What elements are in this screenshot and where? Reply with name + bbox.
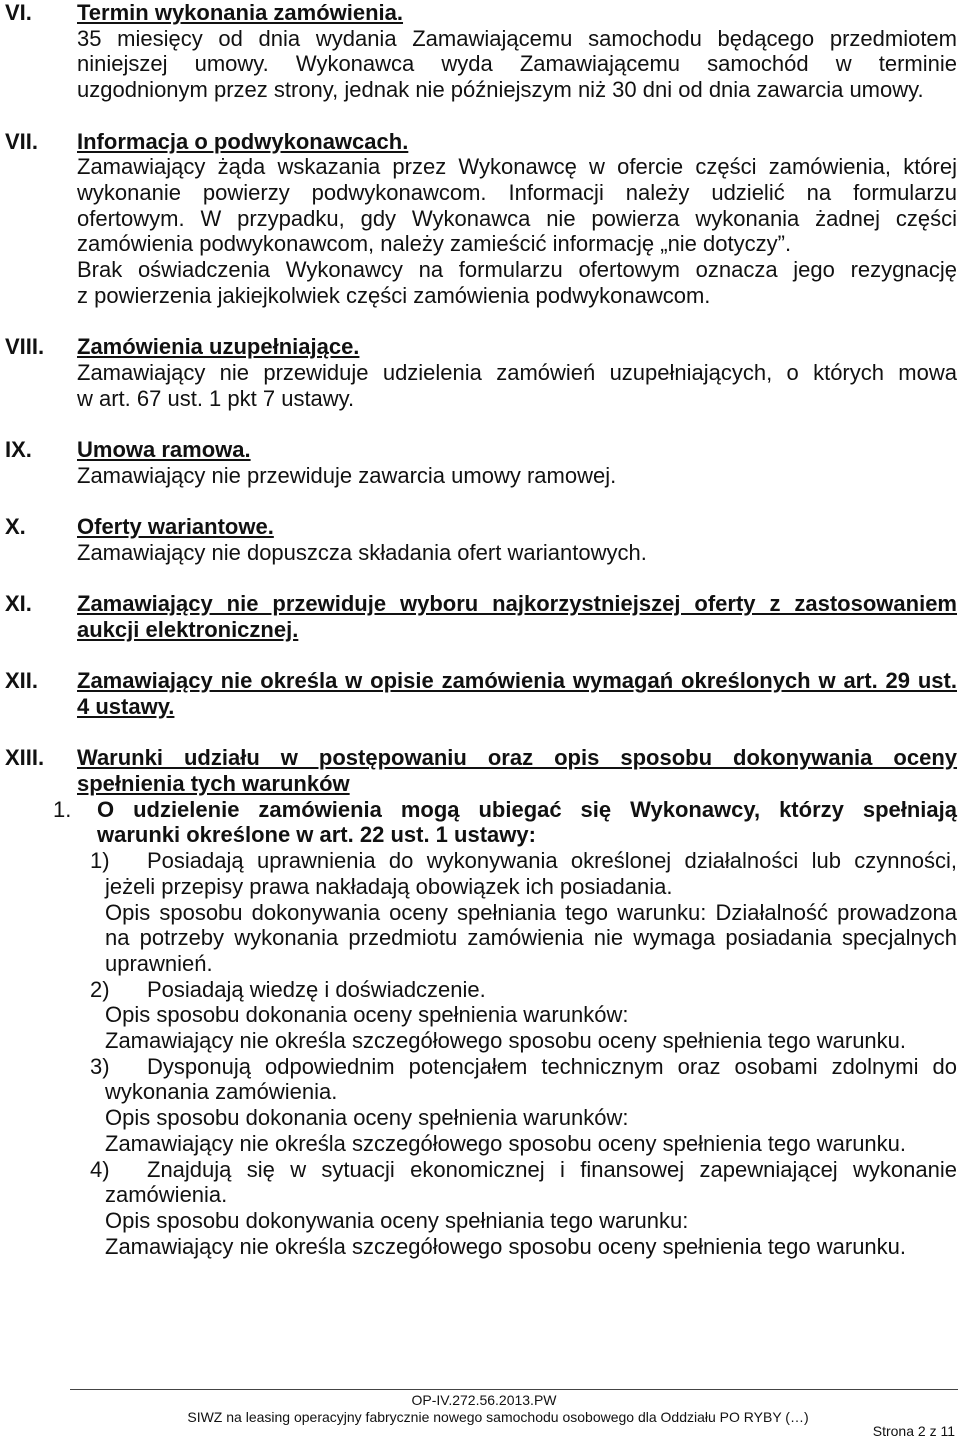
condition-item [90, 848, 957, 977]
paragraph [77, 463, 957, 489]
paragraph [77, 154, 957, 257]
section-vii [0, 129, 960, 309]
condition-item [90, 976, 957, 1054]
assessment-line: Zamawiający nie określa szczegółowego sposobu oceny spełnienia tego warunku. [105, 1028, 907, 1054]
text-line: w art. 67 ust. 1 pkt 7 ustawy. [77, 385, 355, 411]
paragraph [77, 540, 957, 566]
section-vi [0, 0, 960, 103]
condition-first-line [90, 1053, 957, 1080]
section-heading: Termin wykonania zamówienia. [77, 0, 404, 25]
section-heading: Oferty wariantowe. [77, 514, 274, 539]
section-xi [0, 591, 960, 642]
assessment-line: Opis sposobu dokonywania oceny spełniania tego warunku: Działalność prowadzona [105, 899, 957, 925]
assessment-line: na potrzeby wykonania przedmiotu zamówienia nie wymaga posiadania specjalnych [105, 925, 957, 951]
text-line: Zamawiający żąda wskazania przez Wykonawcę w ofercie części zamówienia, której [77, 154, 957, 180]
section-ix [0, 437, 960, 488]
text-line: Brak oświadczenia Wykonawcy na formularzu ofertowym oznacza jego rezygnację [77, 257, 957, 283]
assessment-line: uprawnień. [105, 950, 213, 976]
condition-number: 1) [90, 848, 110, 874]
item-number: 1. [53, 796, 72, 822]
section-numeral: X. [5, 514, 26, 539]
condition-text-line: Posiadają wiedzę i doświadczenie. [147, 976, 486, 1002]
condition-number: 4) [90, 1156, 110, 1182]
item-first-line [53, 796, 957, 823]
text-line: Zamawiający nie dopuszcza składania ofert wariantowych. [77, 539, 647, 565]
section-body [77, 668, 957, 719]
section-heading: Zamawiający nie określa w opisie zamówienia wymagań określonych w art. 29 ust. [77, 668, 957, 694]
condition-text-line: Posiadają uprawnienia do wykonywania określonej działalności lub czynności, [147, 848, 957, 874]
section-heading: Zamawiający nie przewiduje wyboru najkorzystniejszej oferty z zastosowaniem [77, 591, 957, 617]
section-x [0, 514, 960, 565]
paragraph [77, 26, 957, 103]
section-heading: Informacja o podwykonawcach. [77, 128, 409, 154]
section-viii [0, 334, 960, 411]
section-heading: 4 ustawy. [77, 693, 175, 719]
condition-item [90, 1156, 957, 1260]
text-line: 35 miesięcy od dnia wydania Zamawiającemu samochodu będącego przedmiotem [77, 25, 957, 51]
section-numeral: IX. [5, 436, 32, 462]
assessment-line: Zamawiający nie określa szczegółowego sposobu oceny spełnienia tego warunku. [105, 1233, 907, 1259]
section-body [77, 591, 957, 642]
section-xiii [0, 745, 960, 1259]
section-body [77, 129, 957, 309]
section-body [53, 745, 957, 1259]
condition-first-line [90, 1156, 957, 1183]
footer-divider [70, 1389, 958, 1390]
footer-reference-code: OP-IV.272.56.2013.PW [411, 1392, 557, 1408]
assessment-line: Opis sposobu dokonania oceny spełnienia warunków: [105, 1105, 629, 1131]
section-heading: Umowa ramowa. [77, 436, 251, 462]
section-heading: Warunki udziału w postępowaniu oraz opis sposobu dokonywania oceny [77, 745, 957, 771]
condition-text-line: wykonania zamówienia. [105, 1079, 338, 1105]
section-numeral: XIII. [5, 745, 45, 771]
section-body [77, 334, 957, 411]
condition-first-line [90, 848, 957, 874]
item-text-line: O udzielenie zamówienia mogą ubiegać się Wykonawcy, którzy spełniają [97, 796, 957, 822]
section-xii [0, 668, 960, 719]
text-line: wykonanie powierzy podwykonawcom. Informacji należy udzielić na formularzu [77, 179, 957, 205]
assessment-line: Opis sposobu dokonywania oceny spełniania tego warunku: [105, 1207, 689, 1233]
section-numeral: XI. [5, 591, 32, 617]
section-heading: Zamówienia uzupełniające. [77, 334, 360, 360]
condition-first-line [90, 976, 957, 1003]
item-text-line: warunki określone w art. 22 ust. 1 ustawy: [97, 822, 536, 848]
footer-document-title: SIWZ na leasing operacyjny fabrycznie nowego samochodu osobowego dla Oddziału PO RYBY (…) [187, 1409, 809, 1425]
text-line: ofertowym. W przypadku, gdy Wykonawca nie powierza wykonania żadnej części [77, 205, 957, 231]
section-numeral: VIII. [5, 334, 45, 360]
section-body [77, 437, 957, 488]
list-item [53, 796, 957, 1260]
section-numeral: VI. [5, 0, 32, 25]
section-heading: spełnienia tych warunków [77, 770, 350, 796]
section-heading: aukcji elektronicznej. [77, 616, 299, 642]
text-line: Zamawiający nie przewiduje udzielenia zamówień uzupełniających, o których mowa [77, 359, 957, 385]
condition-item [90, 1053, 957, 1157]
text-line: uzgodnionym przez strony, jednak nie późniejszym niż 30 dni od dnia zawarcia umowy. [77, 77, 924, 103]
text-line: Zamawiający nie przewiduje zawarcia umowy ramowej. [77, 462, 617, 488]
footer-page-number: Strona 2 z 11 [872, 1423, 955, 1439]
paragraph [77, 360, 957, 411]
text-line: niniejszej umowy. Wykonawca wyda Zamawiającemu samochód w terminie [77, 51, 957, 77]
condition-number: 2) [90, 976, 110, 1002]
condition-text-line: zamówienia. [105, 1182, 228, 1208]
text-line: zamówienia podwykonawcom, należy zamieścić informację „nie dotyczy”. [77, 231, 792, 257]
condition-text-line: jeżeli przepisy prawa nakładają obowiązek ich posiadania. [105, 873, 673, 899]
text-line: z powierzenia jakiejkolwiek części zamówienia podwykonawcom. [77, 282, 711, 308]
section-numeral: VII. [5, 128, 39, 154]
section-body [77, 514, 957, 565]
condition-text-line: Dysponują odpowiednim potencjałem technicznym oraz osobami zdolnymi do [147, 1053, 957, 1079]
assessment-line: Zamawiający nie określa szczegółowego sposobu oceny spełnienia tego warunku. [105, 1130, 907, 1156]
paragraph [77, 257, 957, 308]
section-numeral: XII. [5, 668, 39, 694]
condition-text-line: Znajdują się w sytuacji ekonomicznej i finansowej zapewniającej wykonanie [147, 1156, 957, 1182]
section-body [77, 0, 957, 103]
assessment-line: Opis sposobu dokonania oceny spełnienia warunków: [105, 1002, 629, 1028]
condition-number: 3) [90, 1053, 110, 1079]
